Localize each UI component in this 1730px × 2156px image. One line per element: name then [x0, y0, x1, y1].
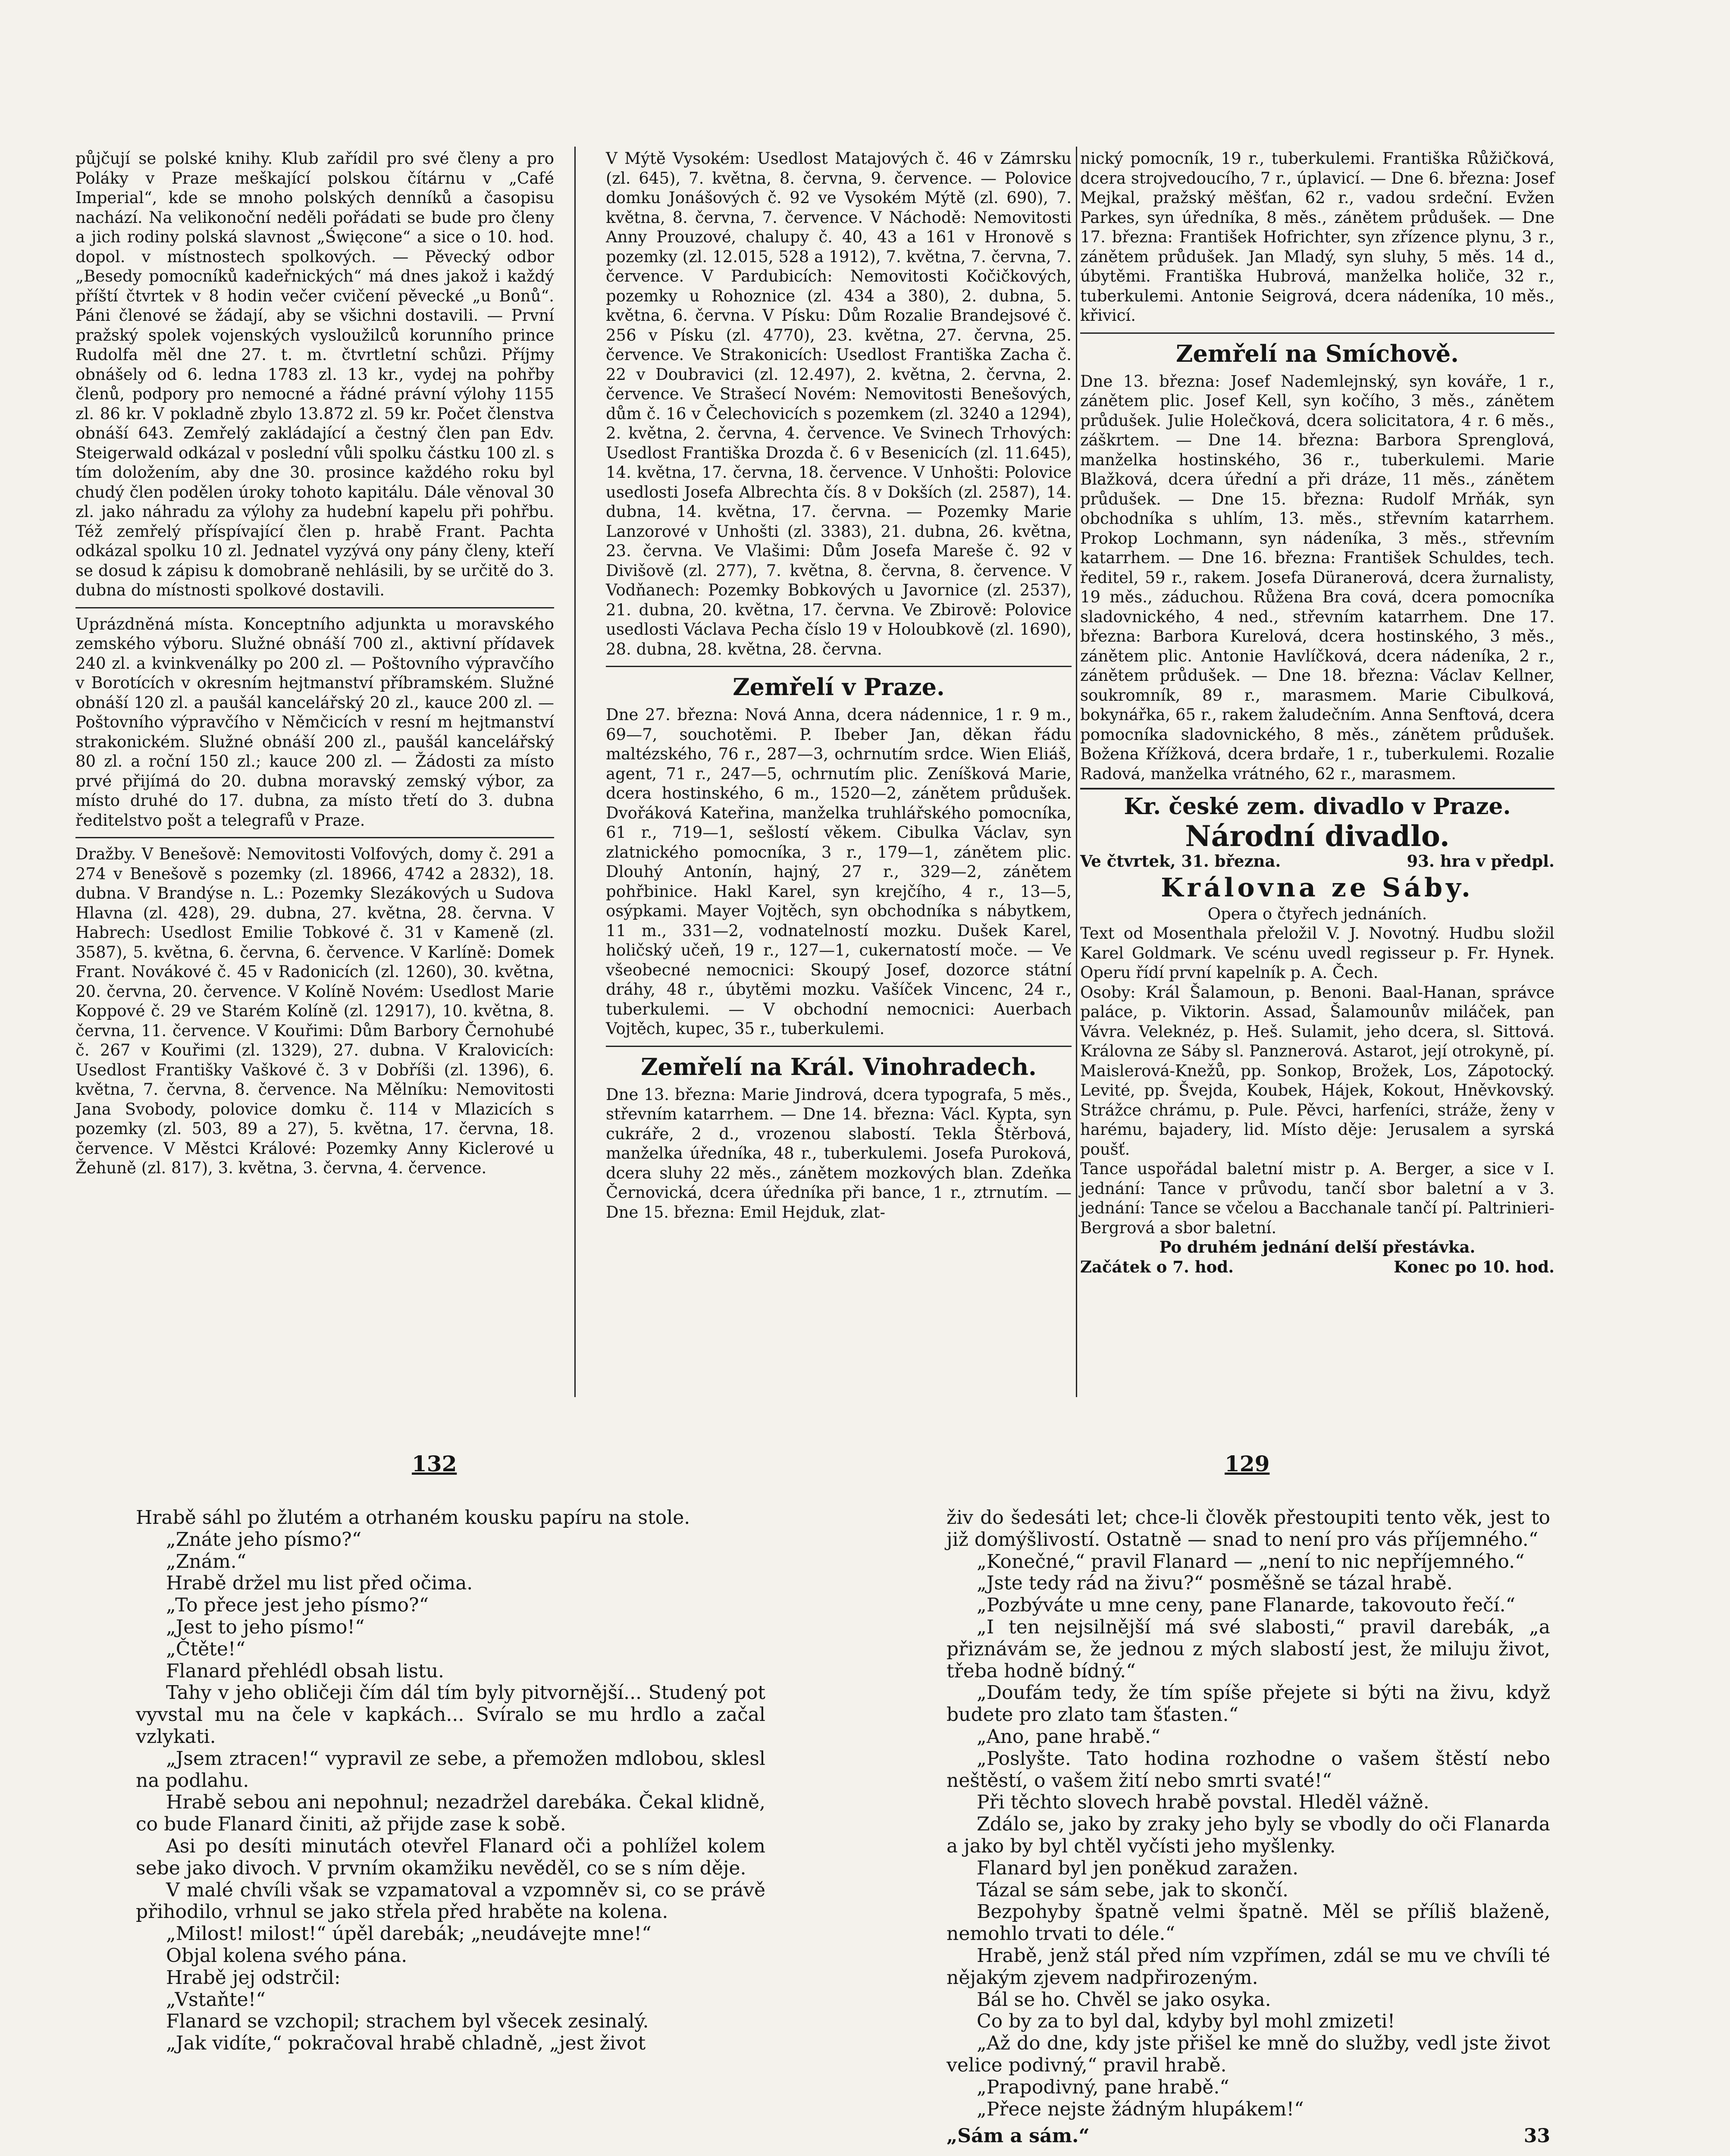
heading-died-vinohrady: Zemřelí na Král. Vinohradech. [641, 1053, 1037, 1081]
times-row [1080, 1257, 1554, 1277]
story-paragraph: „I ten nejsilnější má své slabosti,“ pravil darebák, „a přiznávám se, že jednou z mých slabostí jest, že miluju život, třeba hodně bídný.“ [946, 1616, 1550, 1682]
story-paragraph: „Ano, pane hrabě.“ [977, 1725, 1161, 1748]
story-paragraph: „Znáte jeho písmo?“ [166, 1528, 362, 1551]
play-title: Královna ze Sáby. [1161, 872, 1474, 903]
divider [606, 1046, 1072, 1047]
story-paragraph: „Znám.“ [166, 1550, 247, 1573]
story-paragraph: Zdálo se, jako by zraky jeho byly se vbodly do oči Flanarda a jako by byl chtěl vyčísti jeho myšlenky. [946, 1813, 1550, 1857]
play-cast: Osoby: Král Šalamoun, p. Benoni. Baal-Hanan, správce paláce, p. Viktorin. Assad, Šalamounův miláček, pan Vávra. Veleknéz, p. Heš. Sulamit, jeho dcera, sl. Sittová. Královna ze Sáby sl. Panznerová. Astarot, její otrokyně, pí. Maislerová-Knežů, pp. Sonkop, Brožek, Los, Zápotocký. Levité, pp. Švejda, Koubek, Hájek, Kokout, Hněvkovský. Strážce chrámu, p. Pule. Pěvci, harfeníci, stráže, ženy v harému, bajadery, lid. Místo děje: Jerusalem a syrská poušť. [1080, 983, 1554, 1159]
page-number-left: 132 [412, 1451, 457, 1476]
story-paragraph: „Jest to jeho písmo!“ [166, 1616, 365, 1638]
play-subtitle: Opera o čtyřech jednáních. [1207, 904, 1427, 923]
story-paragraph: Bál se ho. Chvěl se jako osyka. [977, 1988, 1271, 2011]
story-paragraph: „Jste tedy rád na živu?“ posměšně se tázal hrabě. [977, 1572, 1453, 1595]
story-right-column [946, 1507, 1550, 2147]
story-paragraph: „Doufám tedy, že tím spíše přejete si býti na živu, když budete pro zlato tam šťasten.“ [946, 1682, 1550, 1726]
story-paragraph: „To přece jest jeho písmo?“ [166, 1594, 429, 1617]
story-footer-number: 33 [1523, 2125, 1550, 2147]
story-paragraph: Hrabě jej odstrčil: [166, 1966, 341, 1989]
deaths-vinohrady-continued: nický pomocník, 19 r., tuberkulemi. Františka Růžičková, dcera strojvedoucího, 7 r., úplavicí. — Dne 6. března: Josef Mejkal, pražský měšťan, 62 r., vadou srdeční. Evžen Parkes, syn úředníka, 8 měs., zánětem průdušek. — Dne 17. března: František Hofrichter, syn zřízence plynu, 3 r., zánětem průdušek. Jan Mladý, syn sluhy, 5 měs. 14 d., úbytěmi. Františka Hubrová, manželka holiče, 32 r., tuberkulemi. Antonie Seigrová, dcera nádeníka, 10 měs., křivicí. [1080, 149, 1554, 325]
play-dances: Tance uspořádal baletní mistr p. A. Berger, a sice v I. jednání: Tance v průvodu, tančí sbor baletní a v 3. jednání: Tance se včelou a Bacchanale tančí pí. Paltrinieri-Bergrová a sbor baletní. [1080, 1159, 1554, 1237]
story-paragraph: „Poslyšte. Tato hodina rozhodne o vašem štěstí nebo neštěstí, o vašem žití nebo smrti svaté!“ [946, 1747, 1550, 1792]
divider [1080, 332, 1554, 334]
column-3 [1080, 149, 1554, 1277]
subscription-number: 93. hra v předpl. [1407, 852, 1554, 871]
story-footer-title: „Sám a sám.“ [946, 2125, 1090, 2147]
story-paragraph: „Jak vidíte,“ pokračoval hrabě chladně, „jest život [166, 2032, 646, 2055]
intermission-note: Po druhém jednání delší přestávka. [1159, 1238, 1476, 1257]
start-time: Začátek o 7. hod. [1080, 1257, 1234, 1276]
performance-date: Ve čtvrtek, 31. března. [1080, 852, 1281, 871]
story-paragraph: Hrabě sebou ani nepohnul; nezadržel darebáka. Čekal klidně, co bude Flanard činiti, až přijde zase k sobě. [136, 1791, 765, 1836]
divider [606, 666, 1072, 667]
column-1 [75, 149, 554, 1178]
theatre-name: Národní divadlo. [1185, 819, 1450, 853]
story-paragraph: „Milost! milost!“ úpěl darebák; „neudávejte mne!“ [166, 1923, 652, 1945]
play-credits: Text od Mosenthala přeložil V. J. Novotný. Hudbu složil Karel Goldmark. Ve scénu uvedl regisseur p. Fr. Hynek. Operu řídí první kapelník p. A. Čech. [1080, 924, 1554, 982]
page-number-right: 129 [1225, 1451, 1270, 1476]
story-paragraph: Bezpohyby špatně velmi špatně. Měl se příliš blaženě, nemohlo trvati to déle.“ [946, 1901, 1550, 1945]
story-paragraph: „Až do dne, kdy jste přišel ke mně do služby, vedl jste život velice podivný,“ pravil hrabě. [946, 2032, 1550, 2076]
column-2 [606, 149, 1072, 1222]
deaths-smichov: Dne 13. března: Josef Nademlejnský, syn kováře, 1 r., zánětem plic. Josef Kell, syn kočího, 3 měs., zánětem průdušek. Julie Holečková, dcera solicitatora, 4 r. 6 měs., záškrtem. — Dne 14. března: Barbora Sprenglová, manželka hostinského, 36 r., tuberkulemi. Marie Blažková, dcera úřední a při dráze, 11 měs., zánětem průdušek. — Dne 15. března: Rudolf Mrňák, syn obchodníka s uhlím, 13. měs., střevním katarrhem. Prokop Lochmann, syn nádeníka, 3 měs., střevním katarrhem. — Dne 16. března: František Schuldes, tech. ředitel, 59 r., rakem. Josefa Düranerová, dcera žurnalisty, 19 měs., záduchou. Růžena Bra cová, dcera pomocníka sladovnického, 4 ned., střevním katarrhem. Dne 17. března: Barbora Kurelová, dcera hostinského, 3 měs., zánětem plic. Antonie Havlíčková, dcera nádeníka, 2 r., zánětem průdušek. — Dne 18. března: Václav Kellner, soukromník, 89 r., marasmem. Marie Cibulková, bokynářka, 65 r., rakem žaludečním. Anna Senftová, dcera pomocníka sladovnického, 8 měs., zánětem průdušek. Božena Křížková, dcera brdaře, 1 r., tuberkulemi. Rozalie Radová, manželka vrátného, 62 r., marasmem. [1080, 372, 1554, 783]
vacancies: Uprázdněná místa. Konceptního adjunkta u moravského zemského výboru. Služné obnáší 700 zl., aktivní přídavek 240 zl. a kvinkvenálky po 200 zl. — Poštovního výpravčího v Borotících v okresním hejtmanství příbramském. Služné obnáší 120 zl. a paušál kancelářský 20 zl., kauce 200 zl. — Poštovního výpravčího v Němčicích v resní m hejtmanství strakonickém. Služné obnáší 200 zl., paušál kancelářský 80 zl. a roční 150 zl.; kauce 200 zl. — Žádosti za místo prvé přijímá do 20. dubna moravský zemský výbor, za místo druhé do 17. dubna, za místo třetí do 3. dubna ředitelstvo pošt a telegrafů v Praze. [75, 614, 554, 830]
story-paragraph: V malé chvíli však se vzpamatoval a vzpomněv si, co se právě přihodilo, vrhnul se jako střela před hraběte na kolena. [136, 1879, 765, 1923]
story-paragraph: Flanard byl jen poněkud zaražen. [977, 1857, 1299, 1879]
heading-died-smichov: Zemřelí na Smíchově. [1176, 339, 1459, 367]
deaths-prague: Dne 27. března: Nová Anna, dcera nádennice, 1 r. 9 m., 69—7, souchotěmi. P. Ibeber Jan, děkan řádu maltézského, 76 r., 287—3, ochrnutím srdce. Wien Eliáš, agent, 71 r., 247—5, ochrnutím plic. Zeníšková Marie, dcera hostinského, 6 m., 1520—2, zánětem průdušek. Dvořáková Kateřina, manželka truhlářského pomocníka, 61 r., 719—1, sešlostí věkem. Cibulka Václav, syn zlatnického pomocníka, 3 r., 179—1, zánětem plic. Dlouhý Antonín, hajný, 27 r., 329—2, zánětem pohřbinice. Hakl Karel, syn krejčího, 4 r., 13—5, osýpkami. Mayer Vojtěch, syn obchodníka s nábytkem, 11 m., 331—2, vodnatelností mozku. Dušek Karel, holičský učeň, 19 r., 127—1, cukernatostí moče. — Ve všeobecné nemocnici: Skoupý Josef, dozorce státní dráhy, 48 r., úbytěmi mozku. Vašíček Vincenc, 24 r., tuberkulemi. — V obchodní nemocnici: Auerbach Vojtěch, kupec, 35 r., tuberkulemi. [606, 705, 1072, 1038]
story-paragraph: Při těchto slovech hrabě povstal. Hleděl vážně. [977, 1791, 1429, 1814]
story-paragraph: „Čtěte!“ [166, 1638, 246, 1660]
story-paragraph: Tázal se sám sebe, jak to skončí. [977, 1879, 1289, 1901]
divider [75, 607, 554, 608]
story-paragraph: Hrabě sáhl po žlutém a otrhaném kousku papíru na stole. [136, 1507, 690, 1529]
story-paragraph: „Prapodivný, pane hrabě.“ [977, 2076, 1229, 2098]
deaths-vinohrady: Dne 13. března: Marie Jindrová, dcera typografa, 5 měs., střevním katarrhem. — Dne 14. března: Václ. Kypta, syn cukráře, 2 d., vrozenou slabostí. Tekla Štěrbová, manželka úředníka, 48 r., tuberkulemi. Josefa Puroková, dcera sluhy 22 měs., zánětem mozkových blan. Zdeňka Černovická, dcera úředníka při bance, 1 r., ztrnutím. — Dne 15. března: Emil Hejduk, zlat- [606, 1085, 1072, 1222]
story-paragraph: Flanard přehlédl obsah listu. [166, 1660, 445, 1682]
story-paragraph: Flanard se vzchopil; strachem byl všecek zesinalý. [166, 2010, 649, 2033]
divider [75, 837, 554, 838]
story-paragraph: Hrabě držel mu list před očima. [166, 1572, 473, 1595]
column-rule [1076, 147, 1077, 1397]
theatre-heading: Kr. české zem. divadlo v Praze. [1080, 788, 1554, 821]
story-paragraph: Objal kolena svého pána. [166, 1944, 407, 1967]
story-paragraph: „Pozbýváte u mne ceny, pane Flanarde, takovouto řečí.“ [977, 1594, 1516, 1617]
performance-date-row [1080, 852, 1554, 871]
story-paragraph: „Přece nejste žádným hlupákem!“ [977, 2098, 1304, 2120]
auctions-continued: V Mýtě Vysokém: Usedlost Matajových č. 46 v Zámrsku (zl. 645), 7. května, 8. června, 9. července. — Polovice domku Jonášových č. 92 ve Vysokém Mýtě (zl. 690), 7. května, 8. června, 7. července. V Náchodě: Nemovitosti Anny Prouzové, chalupy č. 40, 43 a 161 v Hronově s pozemky (zl. 12.015, 528 a 1912), 7. května, 7. června, 7. července. V Pardubicích: Nemovitosti Kočičkových, pozemky u Rohoznice (zl. 434 a 380), 2. dubna, 5. května, 6. června. V Písku: Dům Rozalie Brandejsové č. 256 v Písku (zl. 4770), 23. května, 27. června, 25. července. Ve Strakonicích: Usedlost Františka Zacha č. 22 v Doubravici (zl. 12.497), 2. května, 2. června, 2. července. Ve Strašecí Novém: Nemovitosti Benešových, dům č. 16 v Čelechovicích s pozemkem (zl. 3240 a 1294), 2. května, 2. června, 4. července. Ve Svinech Trhových: Usedlost Františka Drozda č. 6 v Besenicích (zl. 11.645), 14. května, 17. června, 18. července. V Unhošti: Polovice usedlosti Josefa Albrechta čís. 8 v Dokších (zl. 2587), 14. dubna, 14. května, 17. června. — Pozemky Marie Lanzorové v Unhošti (zl. 3383), 21. dubna, 26. května, 23. června. Ve Vlašimi: Dům Josefa Mareše č. 92 v Divišově (zl. 277), 7. května, 8. června, 8. července. V Vodňanech: Pozemky Bobkových u Javornice (zl. 2537), 21. dubna, 20. května, 17. června. Ve Zbirově: Polovice usedlosti Václava Pecha číslo 19 v Holoubkově (zl. 1690), 28. dubna, 28. května, 28. června. [606, 149, 1072, 658]
club-notices: půjčují se polské knihy. Klub zařídil pro své členy a pro Poláky v Praze meškající polskou čítárnu v „Café Imperial“, kde se mnoho polských denníků a časopisu nachází. Na velikonoční neděli pořádati se bude pro členy a jich rodiny polská slavnost „Święcone“ a sice o 10. hod. dopol. v místnostech spolkových. — Pěvecký odbor „Besedy pomocníků kadeřnických“ má dnes jakož i každý příští čtvrtek v 8 hodin večer cvičení pěvecké „u Bonů“. Páni členové se žádají, aby se všichni dostavili. — První pražský spolek vojenských vysloužilců korunního prince Rudolfa měl dne 27. t. m. čtvrtletní schůzi. Příjmy obnášely od 6. ledna 1783 zl. 13 kr., vydej na pohřby členů, podpory pro nemocné a řádné právní výlohy 1155 zl. 86 kr. V pokladně zbylo 13.872 zl. 59 kr. Počet členstva obnáší 643. Zemřelý zakládající a čestný člen pan Edv. Steigerwald odkázal v poslední vůli spolku částku 100 zl. s tím doložením, aby dne 30. prosince každého roku byl chudý člen podělen úroky tohoto kapitálu. Dále věnoval 30 zl. jako náhradu za výlohy za hudební kapelu při pohřbu. Též zemřelý příspívající člen p. hrabě Frant. Pachta odkázal spolku 10 zl. Jednatel vyzývá ony pány členy, kteří se dosud k zápisu k domobraně nehlásili, by se určitě do 3. dubna do místnosti spolkové dostavili. [75, 149, 554, 599]
story-left-column [136, 1507, 765, 2055]
story-footer [946, 2125, 1550, 2147]
story-paragraph: „Konečné,“ pravil Flanard — „není to nic nepříjemného.“ [977, 1550, 1525, 1573]
heading-died-prague: Zemřelí v Praze. [733, 673, 945, 701]
end-time: Konec po 10. hod. [1394, 1257, 1554, 1276]
story-paragraph: Tahy v jeho obličeji čím dál tím byly pitvornější... Studený pot vyvstal mu na čele v kapkách... Svíralo se mu hrdlo a začal vzlykati. [136, 1682, 765, 1748]
story-paragraph: „Vstaňte!“ [166, 1988, 266, 2011]
story-paragraph: Asi po desíti minutách otevřel Flanard oči a pohlížel kolem sebe jako divoch. V prvním okamžiku nevěděl, co se s ním děje. [136, 1835, 765, 1879]
story-paragraph: „Jsem ztracen!“ vypravil ze sebe, a přemožen mdlobou, sklesl na podlahu. [136, 1747, 765, 1792]
story-paragraph: Co by za to byl dal, kdyby byl mohl zmizeti! [977, 2010, 1395, 2033]
column-rule [574, 147, 576, 1397]
auctions: Dražby. V Benešově: Nemovitosti Volfových, domy č. 291 a 274 v Benešově s pozemky (zl. 18966, 4742 a 2832), 18. dubna. V Brandýse n. L.: Pozemky Slezákových u Sudova Hlavna (zl. 428), 29. dubna, 27. května, 28. června. V Habrech: Usedlost Emilie Tobkové č. 31 v Kameně (zl. 3587), 5. května, 6. června, 6. července. V Karlíně: Domek Frant. Novákové č. 45 v Radonicích (zl. 1260), 30. května, 20. června, 20. července. V Kolíně Novém: Usedlost Marie Koppové č. 29 ve Starém Kolíně (zl. 12917), 10. května, 8. června, 11. července. V Kouřimi: Dům Barbory Černohubé č. 267 v Kouřimi (zl. 1329), 27. dubna. V Kralovicích: Usedlost Františky Vaškové č. 3 v Dobříši (zl. 1396), 6. května, 7. června, 8. července. Na Mělníku: Nemovitosti Jana Svobody, polovice domku č. 114 v Mlazicích s pozemky (zl. 503, 89 a 27), 5. května, 17. června, 18. července. V Městci Králové: Pozemky Anny Kiclerové u Žehuně (zl. 817), 3. května, 3. června, 4. července. [75, 845, 554, 1177]
story-paragraph: Hrabě, jenž stál před ním vzpřímen, zdál se mu ve chvíli té nějakým zjevem nadpřirozeným. [946, 1944, 1550, 1989]
story-paragraph: živ do šedesáti let; chce-li člověk přestoupiti tento věk, jest to již domýšlivostí. Ostatně — snad to není pro vás příjemného.“ [946, 1507, 1550, 1551]
